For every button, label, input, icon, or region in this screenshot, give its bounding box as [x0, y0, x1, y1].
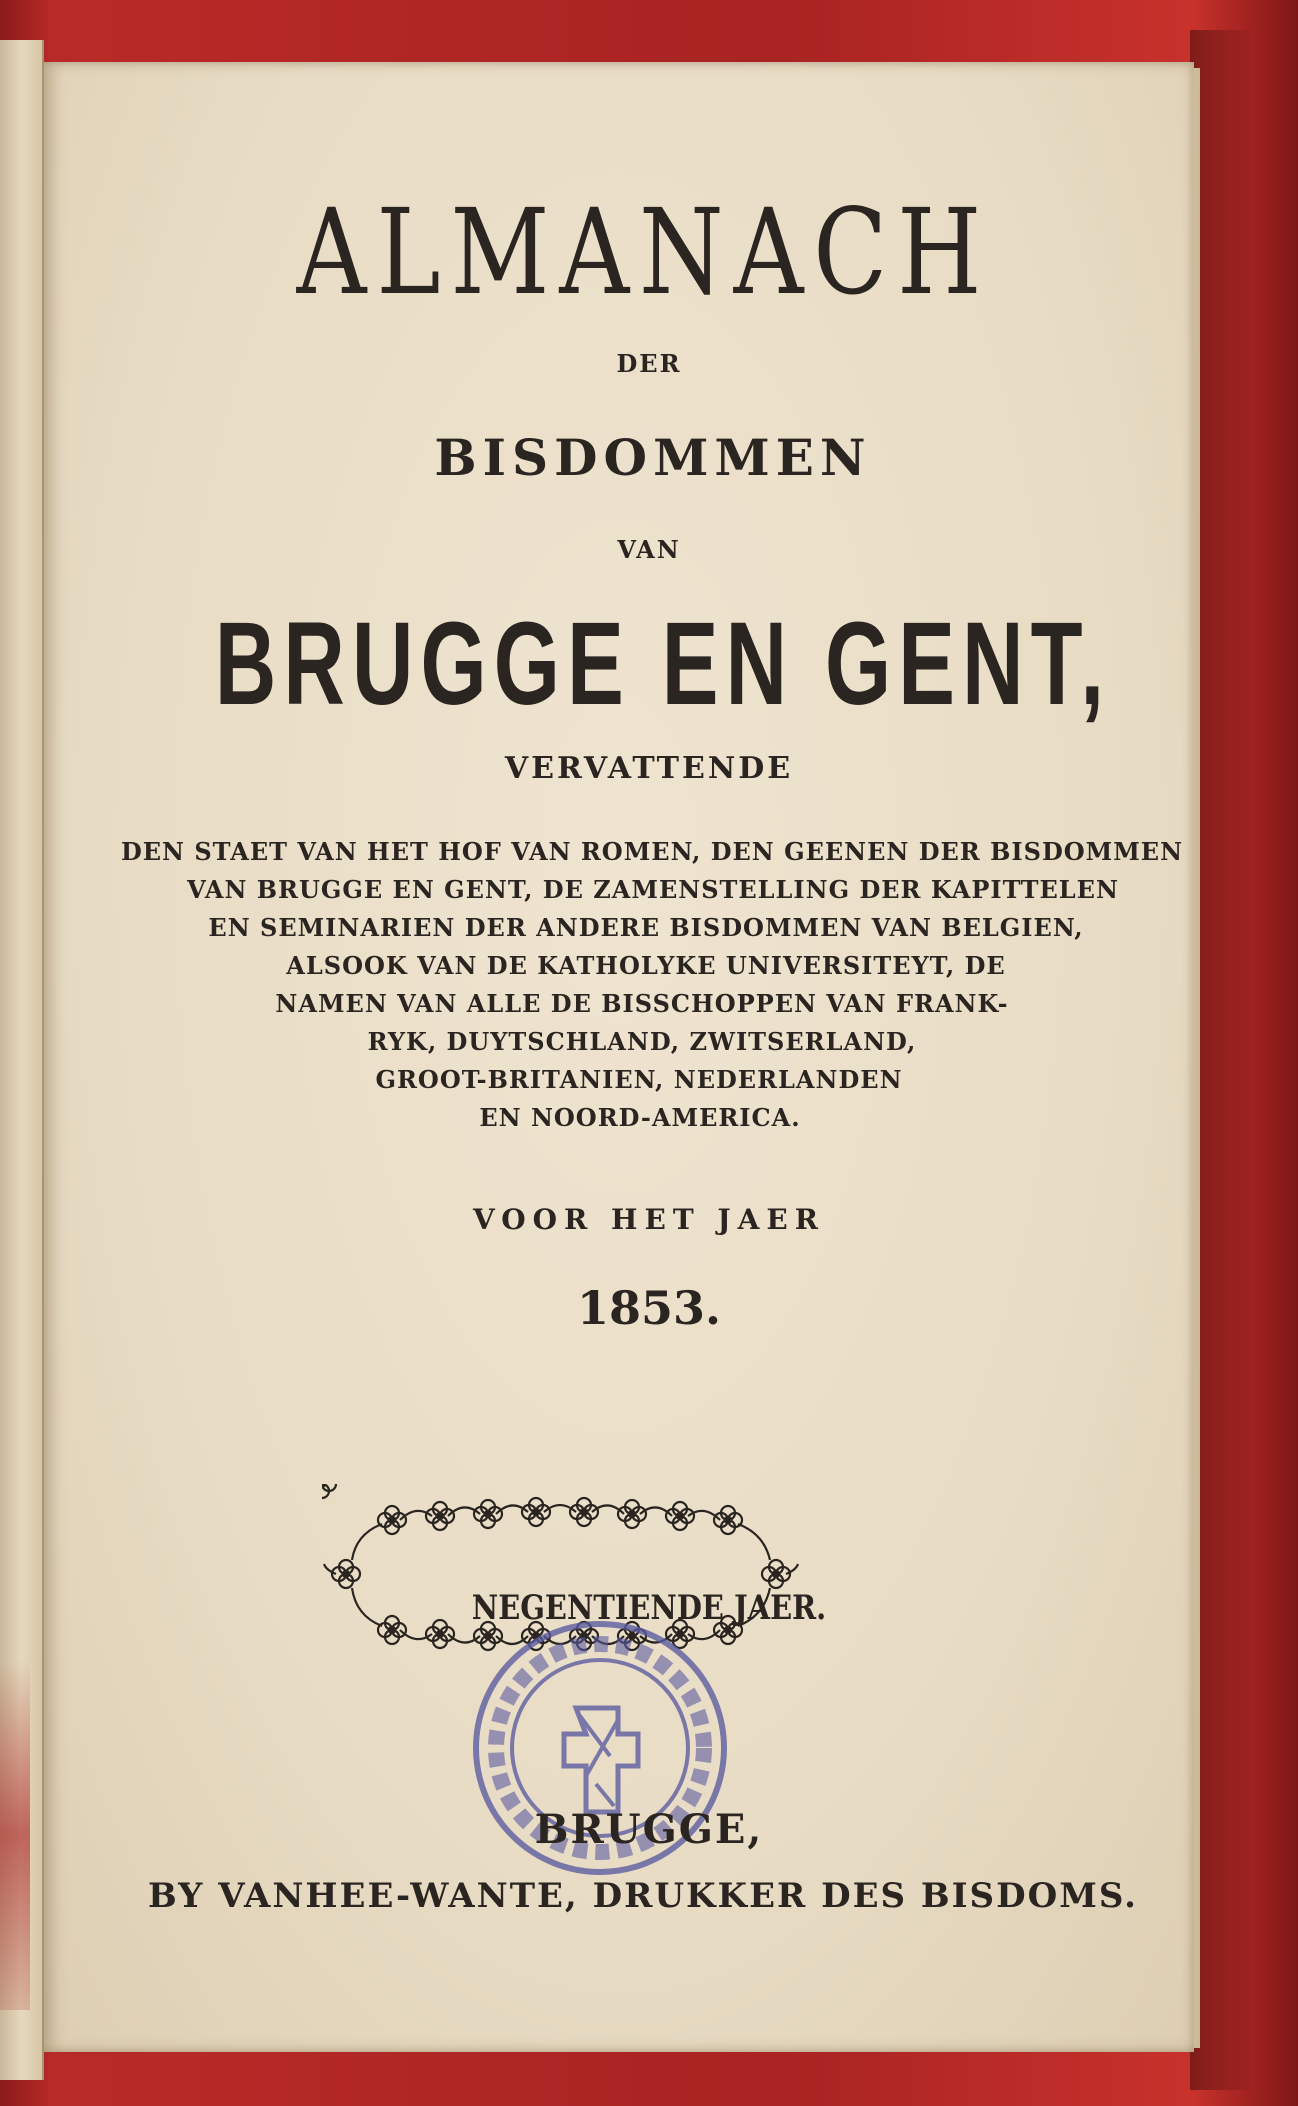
description-line: RYK, DUYTSCHLAND, ZWITSERLAND,: [367, 1027, 917, 1056]
description-line: DEN STAET VAN HET HOF VAN ROMEN, DEN GEENEN DER BISDOMMEN: [120, 837, 1184, 866]
place-title: BRUGGE EN GENT,: [214, 598, 1112, 730]
description-line: EN NOORD-AMERICA.: [479, 1103, 801, 1132]
edition-label: NEGENTIENDE JAER.: [471, 1588, 827, 1628]
title: ALMANACH: [296, 183, 992, 321]
van-text: VAN: [617, 535, 681, 564]
der-text: DER: [616, 349, 682, 378]
voor-het-jaer: VOOR HET JAER: [473, 1203, 825, 1236]
printer-imprint: BY VANHEE-WANTE, DRUKKER DES BISDOMS.: [147, 1876, 1139, 1916]
vervattende-text: VERVATTENDE: [504, 751, 794, 786]
imprint-place: BRUGGE,: [534, 1806, 764, 1853]
description-line: ALSOOK VAN DE KATHOLYKE UNIVERSITEYT, DE: [286, 951, 1006, 980]
description-line: EN SEMINARIEN DER ANDERE BISDOMMEN VAN BELGIEN,: [208, 913, 1084, 942]
description-line: VAN BRUGGE EN GENT, DE ZAMENSTELLING DER KAPITTELEN: [187, 875, 1119, 904]
description-line: GROOT-BRITANIEN, NEDERLANDEN: [375, 1065, 903, 1094]
description-line: NAMEN VAN ALLE DE BISSCHOPPEN VAN FRANK-: [275, 989, 1009, 1018]
binding-edge: [0, 40, 44, 2080]
subject-heading: BISDOMMEN: [434, 428, 872, 487]
publication-year: 1853.: [576, 1281, 722, 1335]
